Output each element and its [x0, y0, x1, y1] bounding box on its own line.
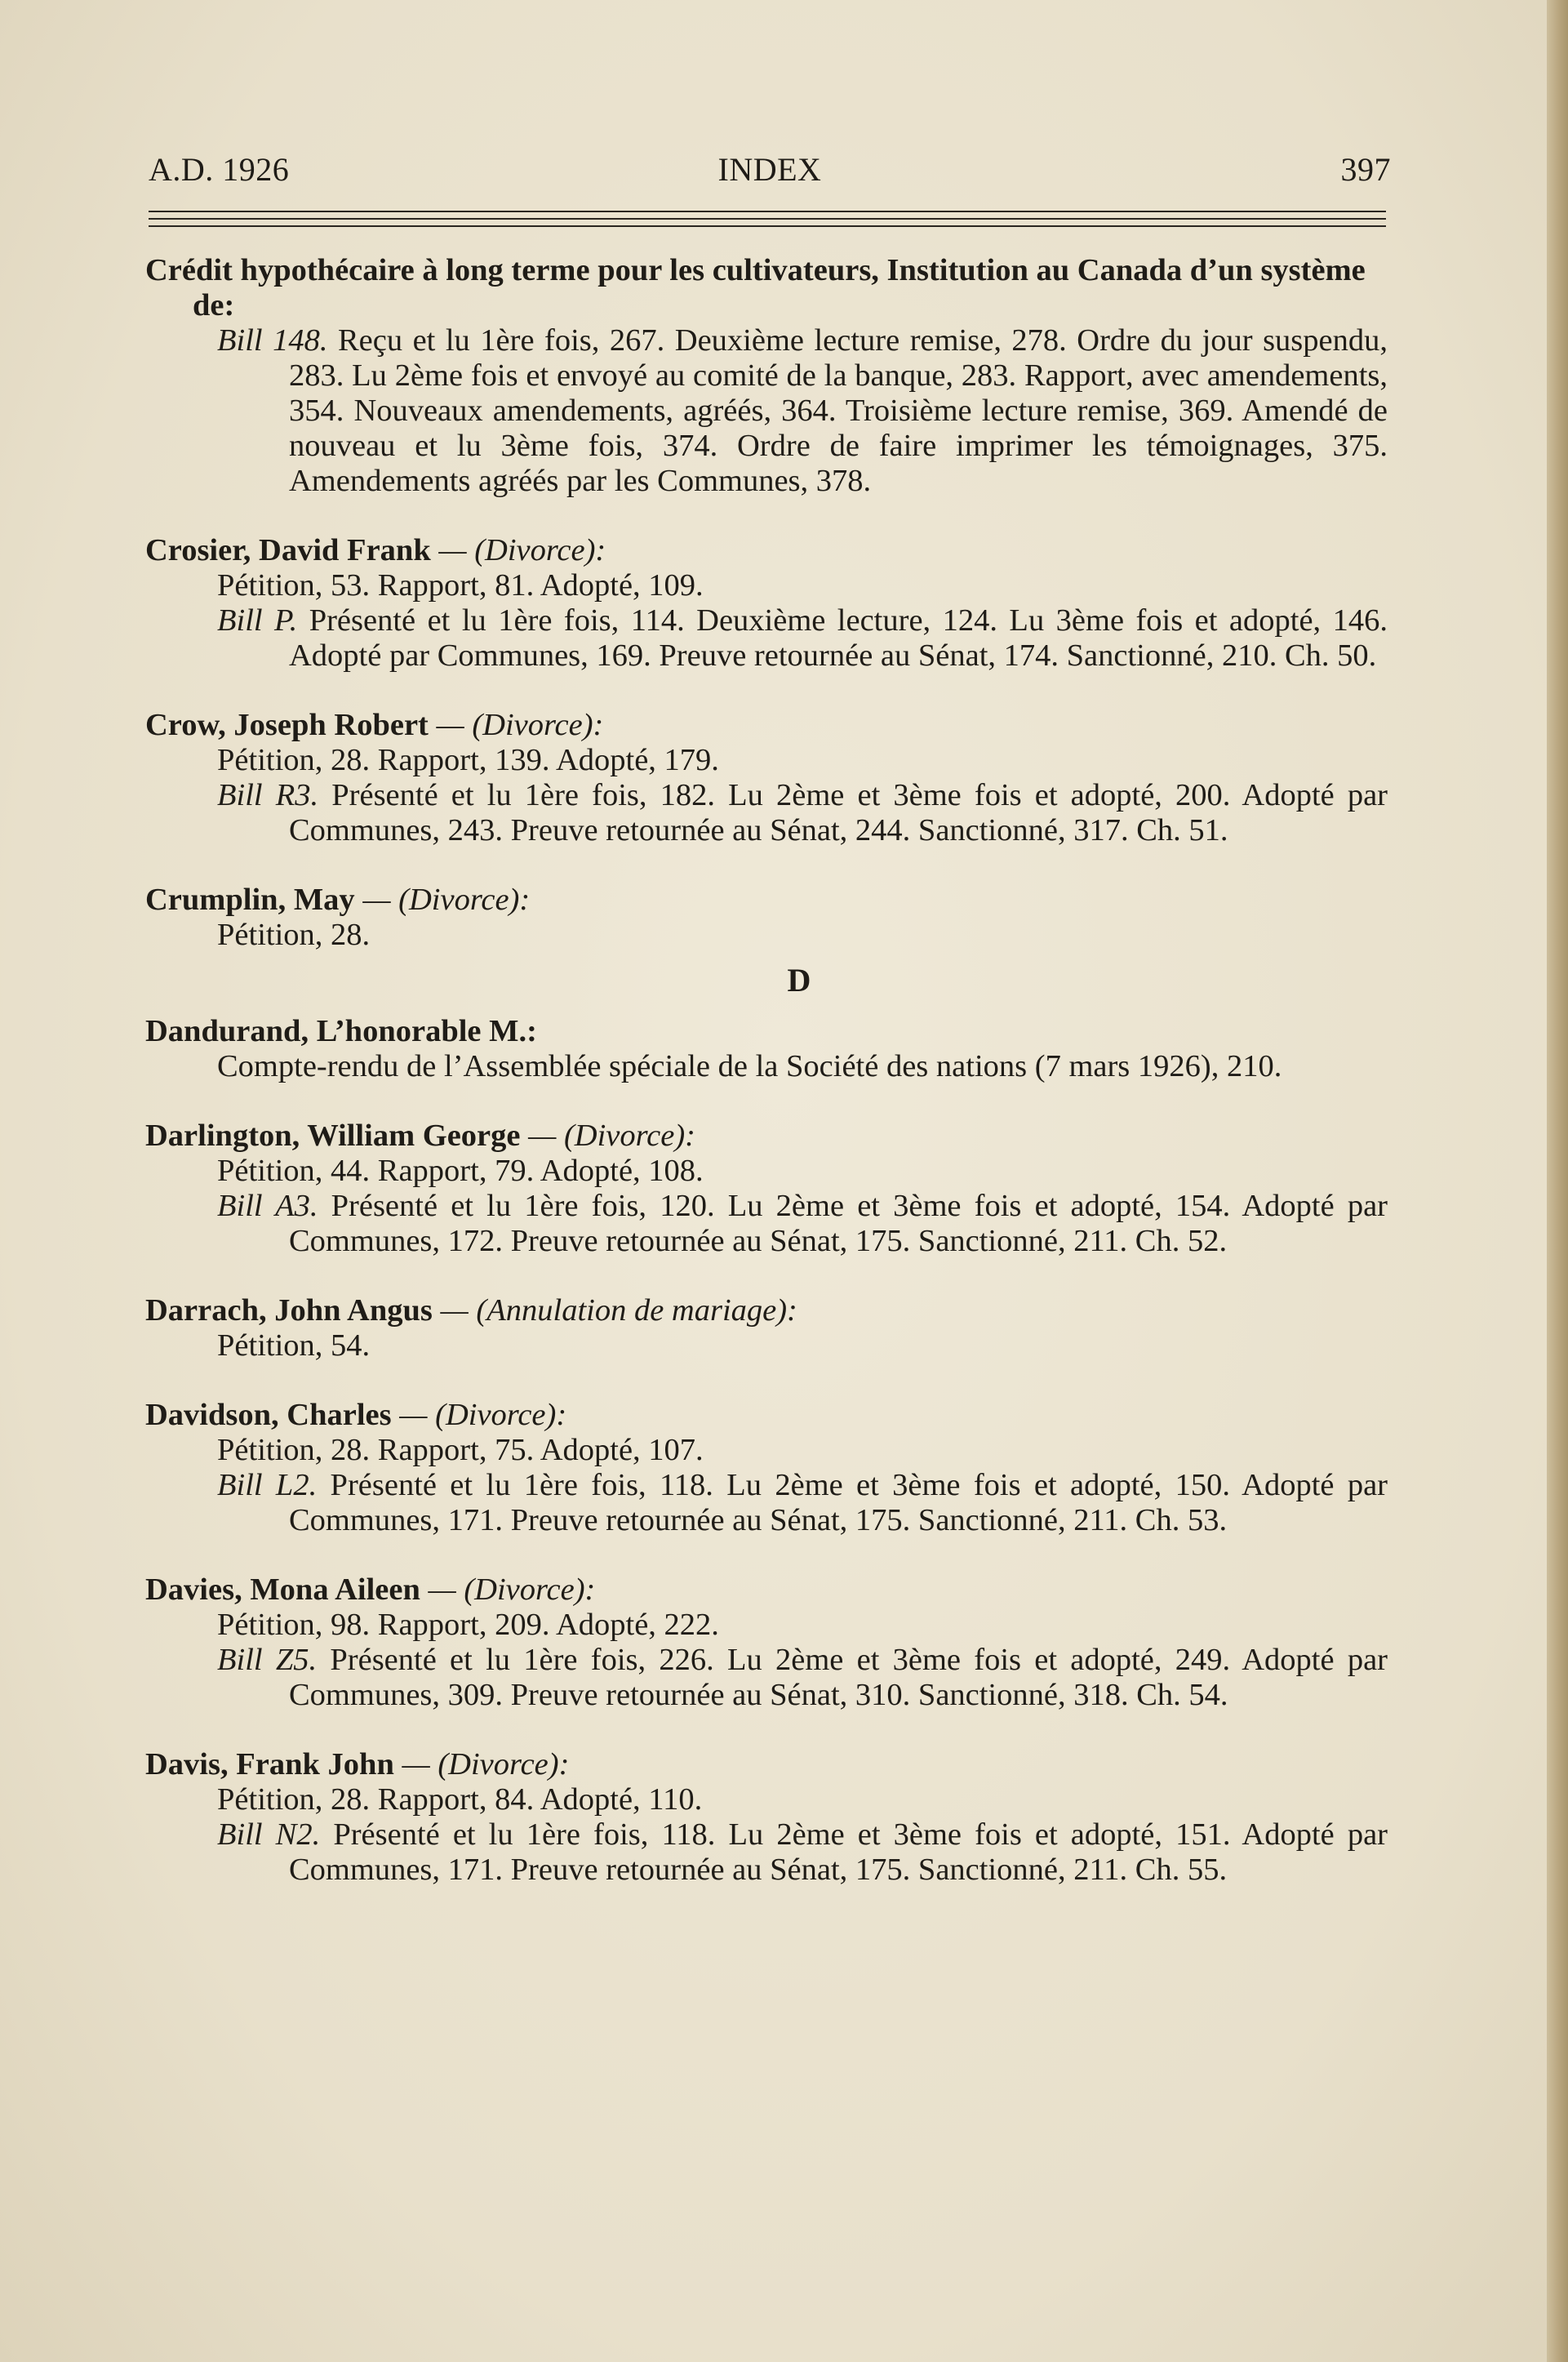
bill-number: Bill L2. [217, 1468, 318, 1502]
index-content [145, 253, 1388, 1922]
entry-kind: — (Annulation de mariage): [440, 1293, 797, 1328]
entry-name: Crosier, David Frank [145, 533, 431, 567]
entry-line-text: Compte-rendu de l’Assemblée spéciale de la Société des nations (7 mars 1926), 210. [217, 1049, 1282, 1083]
entry-kind: — (Divorce): [399, 1398, 567, 1432]
header-page-number: 397 [1340, 151, 1391, 188]
entry-line-text: Pétition, 28. Rapport, 139. Adopté, 179. [217, 743, 719, 777]
index-entry [145, 1119, 1388, 1259]
entry-line-text: Présenté et lu 1ère fois, 182. Lu 2ème et 3ème fois et adopté, 200. Adopté par Communes, 243. Preuve retournée au Sénat, 244. Sanctionné, 317. Ch. 51. [289, 778, 1388, 847]
bill-number: Bill 148. [217, 323, 328, 358]
bill-number: Bill A3. [217, 1189, 318, 1223]
entry-kind: — (Divorce): [428, 1572, 596, 1607]
entry-heading [145, 1747, 1388, 1782]
entry-heading [145, 708, 1388, 743]
header-rule [149, 218, 1386, 220]
entry-heading [145, 1398, 1388, 1433]
entry-line [217, 1608, 1388, 1643]
index-entry [145, 253, 1388, 499]
entry-line-text: Présenté et lu 1ère fois, 226. Lu 2ème et 3ème fois et adopté, 249. Adopté par Communes, 309. Preuve retournée au Sénat, 310. Sanctionné, 318. Ch. 54. [289, 1643, 1388, 1712]
section-letter: D [787, 962, 811, 999]
entry-line-text: Reçu et lu 1ère fois, 267. Deuxième lecture remise, 278. Ordre du jour suspendu, 283. Lu 2ème fois et envoyé au comité de la banque, 283. Rapport, avec amendements, 354. Nouveaux amendements, agréés, 364. Troisième lecture remise, 369. Amendé de nouveau et lu 3ème fois, 374. Ordre de faire imprimer les témoignages, 375. Amendements agréés par les Communes, 378. [289, 323, 1388, 498]
index-entry [145, 1014, 1388, 1084]
entry-heading [145, 1119, 1388, 1154]
entry-line-text: Présenté et lu 1ère fois, 120. Lu 2ème et 3ème fois et adopté, 154. Adopté par Communes, 172. Preuve retournée au Sénat, 175. Sanctionné, 211. Ch. 52. [289, 1189, 1388, 1258]
entry-line [217, 1782, 1388, 1817]
entry-line-text: Présenté et lu 1ère fois, 114. Deuxième lecture, 124. Lu 3ème fois et adopté, 146. Adopté par Communes, 169. Preuve retournée au Sénat, 174. Sanctionné, 210. Ch. 50. [289, 603, 1388, 673]
entry-line [217, 1154, 1388, 1189]
entry-line-text: Présenté et lu 1ère fois, 118. Lu 2ème et 3ème fois et adopté, 150. Adopté par Communes, 171. Preuve retournée au Sénat, 175. Sanctionné, 211. Ch. 53. [289, 1468, 1388, 1537]
entry-line [217, 603, 1388, 674]
entry-line [217, 1468, 1388, 1538]
page-header [149, 145, 1391, 194]
entry-name: Crédit hypothécaire à long terme pour les cultivateurs, Institution au Canada d’un système de: [145, 253, 1366, 322]
entry-name: Davis, Frank John [145, 1747, 394, 1782]
entry-line [217, 1817, 1388, 1888]
entry-name: Crow, Joseph Robert [145, 708, 429, 742]
entry-heading [145, 253, 1388, 323]
index-entry [145, 1398, 1388, 1538]
index-entry [145, 1293, 1388, 1363]
index-entry [145, 883, 1388, 953]
entry-line-text: Pétition, 98. Rapport, 209. Adopté, 222. [217, 1608, 719, 1642]
entry-kind: — (Divorce): [528, 1119, 695, 1153]
index-entry [145, 533, 1388, 674]
entry-line [217, 1433, 1388, 1468]
entry-line [217, 1189, 1388, 1259]
entry-kind: — (Divorce): [362, 883, 531, 917]
entry-name: Darrach, John Angus [145, 1293, 433, 1328]
header-rule [149, 211, 1386, 212]
header-year: A.D. 1926 [149, 151, 290, 188]
index-entry [145, 708, 1388, 848]
entry-line-text: Pétition, 54. [217, 1328, 371, 1363]
entry-heading [145, 533, 1388, 568]
entry-line [217, 1643, 1388, 1713]
bill-number: Bill R3. [217, 778, 319, 812]
header-rule [149, 225, 1386, 227]
page-binding-edge [1547, 0, 1568, 2362]
entry-line-text: Pétition, 28. [217, 918, 371, 952]
bill-number: Bill Z5. [217, 1643, 318, 1677]
entry-name: Dandurand, L’honorable M.: [145, 1014, 537, 1048]
entry-heading [145, 883, 1388, 918]
entry-line-text: Pétition, 28. Rapport, 84. Adopté, 110. [217, 1782, 703, 1817]
entry-kind: — (Divorce): [438, 533, 606, 567]
bill-number: Bill P. [217, 603, 298, 638]
entry-line-text: Pétition, 44. Rapport, 79. Adopté, 108. [217, 1154, 704, 1188]
entry-name: Darlington, William George [145, 1119, 521, 1153]
entry-line [217, 568, 1388, 603]
entry-line [217, 743, 1388, 778]
entry-line [217, 778, 1388, 848]
entry-heading [145, 1014, 1388, 1049]
header-title: INDEX [717, 151, 822, 188]
entry-heading [145, 1572, 1388, 1608]
entry-line [217, 1049, 1388, 1084]
entry-line-text: Présenté et lu 1ère fois, 118. Lu 2ème et 3ème fois et adopté, 151. Adopté par Communes, 171. Preuve retournée au Sénat, 175. Sanctionné, 211. Ch. 55. [289, 1817, 1388, 1887]
entry-kind: — (Divorce): [436, 708, 604, 742]
entry-kind: — (Divorce): [402, 1747, 570, 1782]
index-entry [145, 1572, 1388, 1713]
entry-line-text: Pétition, 28. Rapport, 75. Adopté, 107. [217, 1433, 704, 1467]
entry-line [217, 323, 1388, 499]
index-entry [145, 1747, 1388, 1888]
entry-line [217, 918, 1388, 953]
entry-name: Davidson, Charles [145, 1398, 392, 1432]
entry-line-text: Pétition, 53. Rapport, 81. Adopté, 109. [217, 568, 704, 603]
bill-number: Bill N2. [217, 1817, 321, 1852]
entry-name: Davies, Mona Aileen [145, 1572, 420, 1607]
entry-line [217, 1328, 1388, 1363]
entry-name: Crumplin, May [145, 883, 355, 917]
entry-heading [145, 1293, 1388, 1328]
